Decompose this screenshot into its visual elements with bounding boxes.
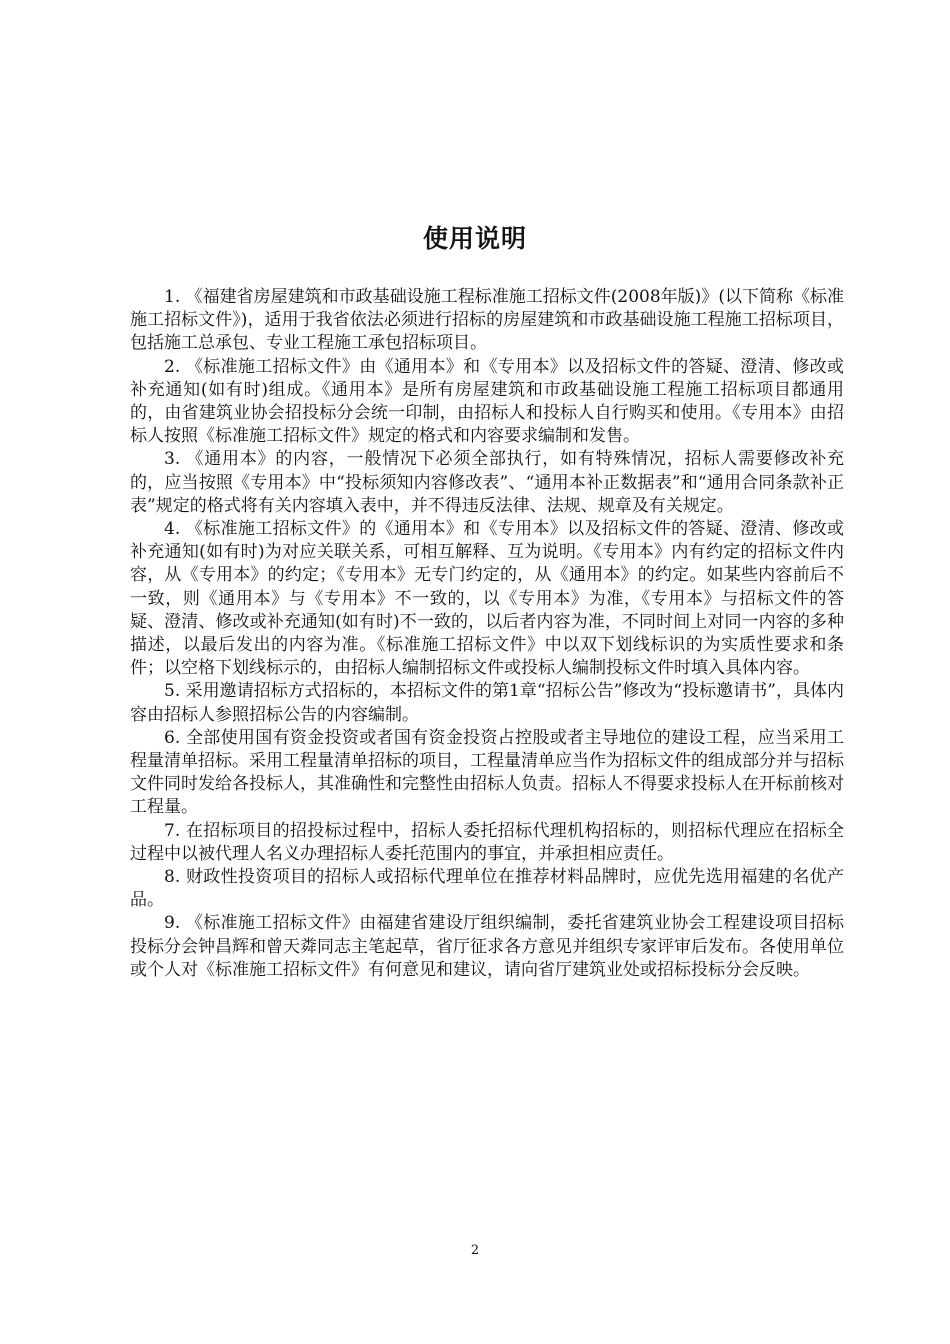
paragraph-3: 3. 《通用本》的内容，一般情况下必须全部执行，如有特殊情况，招标人需要修改补充的，应当按照《专用本》中“投标须知内容修改表”、“通用本补正数据表”和“通用合同条款补正表”规定的格式将有关内容填入表中，并不得违反法律、法规、规章及有关规定。: [130, 449, 844, 516]
paragraph-7: 7. 在招标项目的招投标过程中，招标人委托招标代理机构招标的，则招标代理应在招标全过程中以被代理人名义办理招标人委托范围内的事宜，并承担相应责任。: [130, 820, 844, 864]
paragraph-4: 4. 《标准施工招标文件》的《通用本》和《专用本》以及招标文件的答疑、澄清、修改或补充通知(如有时)为对应关联关系，可相互解释、互为说明。《专用本》内有约定的招标文件内容，从《专用本》的约定；《专用本》无专门约定的，从《通用本》的约定。如某些内容前后不一致，则《通用本》与《专用本》不一致的，以《专用本》为准，《专用本》与招标文件的答疑、澄清、修改或补充通知(如有时)不一致的，以后者内容为准，不同时间上对同一内容的多种描述，以最后发出的内容为准。《标准施工招标文件》中以双下划线标识的为实质性要求和条件；以空格下划线标示的，由招标人编制招标文件或投标人编制投标文件时填入具体内容。: [130, 519, 844, 679]
paragraph-9: 9. 《标准施工招标文件》由福建省建设厅组织编制，委托省建筑业协会工程建设项目招标投标分会钟昌辉和曾天粦同志主笔起草，省厅征求各方意见并组织专家评审后发布。各使用单位或个人对《标准施工招标文件》有何意见和建议，请向省厅建筑业处或招标投标分会反映。: [130, 913, 844, 980]
page-number: 2: [470, 1243, 480, 1258]
paragraph-6: 6. 全部使用国有资金投资或者国有资金投资占控股或者主导地位的建设工程，应当采用工程量清单招标。采用工程量清单招标的项目，工程量清单应当作为招标文件的组成部分并与招标文件同时发给各投标人，其准确性和完整性由招标人负责。招标人不得要求投标人在开标前核对工程量。: [130, 727, 844, 818]
page-title: 使用说明: [422, 224, 527, 253]
document-body: [130, 286, 844, 982]
paragraph-2: 2. 《标准施工招标文件》由《通用本》和《专用本》以及招标文件的答疑、澄清、修改或补充通知(如有时)组成。《通用本》是所有房屋建筑和市政基础设施工程施工招标项目都通用的，由省建筑业协会招投标分会统一印制，由招标人和投标人自行购买和使用。《专用本》由招标人按照《标准施工招标文件》规定的格式和内容要求编制和发售。: [130, 356, 844, 447]
paragraph-1: 1. 《福建省房屋建筑和市政基础设施工程标准施工招标文件(2008年版)》(以下简称《标准施工招标文件》)，适用于我省依法必须进行招标的房屋建筑和市政基础设施工程施工招标项目，包括施工总承包、专业工程施工承包招标项目。: [130, 287, 844, 354]
paragraph-5: 5. 采用邀请招标方式招标的，本招标文件的第1章“招标公告”修改为“投标邀请书”，具体内容由招标人参照招标公告的内容编制。: [130, 681, 844, 725]
paragraph-8: 8. 财政性投资项目的招标人或招标代理单位在推荐材料品牌时，应优先选用福建的名优产品。: [130, 867, 844, 911]
